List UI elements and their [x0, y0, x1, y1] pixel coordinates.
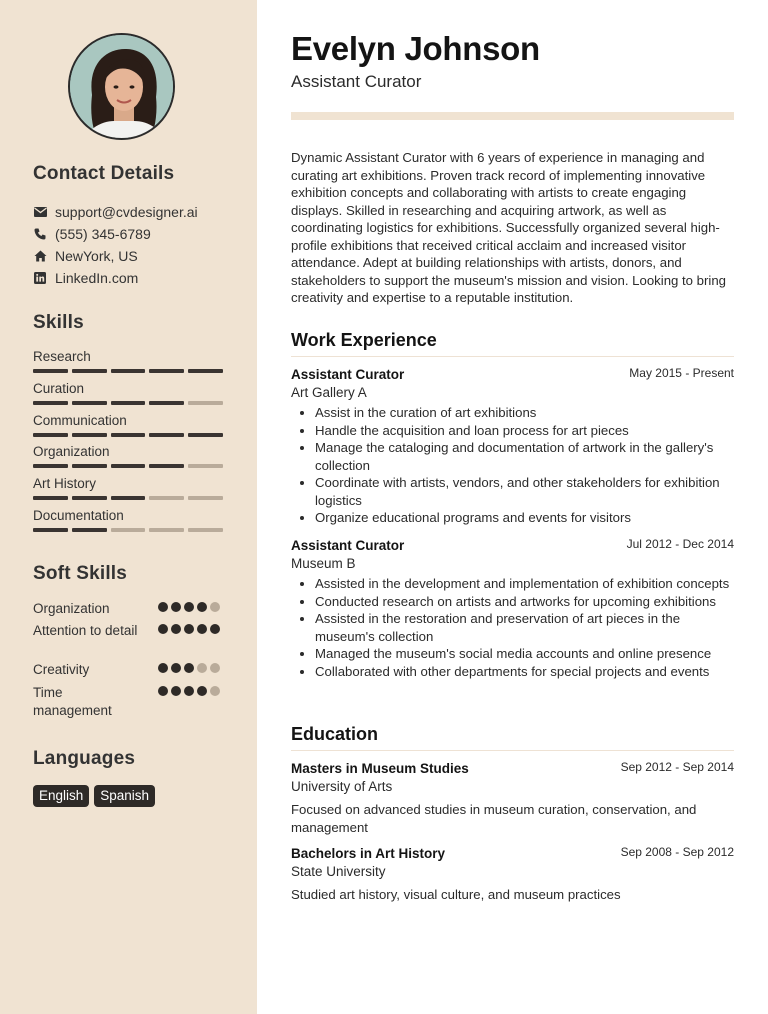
rating-dot: [184, 663, 194, 673]
rating-dot: [158, 686, 168, 696]
skill-level-bar: [33, 528, 223, 532]
contact-location-text: NewYork, US: [55, 248, 138, 264]
skill-level-segment: [111, 496, 146, 500]
job-title-header: Assistant Curator: [291, 72, 422, 91]
contact-location: [33, 246, 138, 266]
rating-dot: [210, 602, 220, 612]
skill-level-segment: [111, 464, 146, 468]
summary-text: Dynamic Assistant Curator with 6 years of experience in managing and curating art exhibitions. Proven track record of implementing innovative exhibition concepts and collaborating with artists to create engaging displays. Skilled in researching and acquiring artwork, as well as coordinating logistics for exhibitions. Successfully organized several high-profile exhibitions that received critical acclaim and increased visitor attendance. Adept at building relationships with artists, donors, and stakeholders to support the museum's mission and vision. Looking to bring creativity and expertise to a reputable institution.: [291, 150, 727, 305]
skill-name: Organization: [33, 444, 110, 459]
skill-level-bar: [33, 433, 223, 437]
contact-linkedin[interactable]: [33, 268, 138, 288]
soft-skill-name: Attention to detail: [33, 623, 138, 638]
skill-item: [33, 381, 223, 405]
skill-level-segment: [111, 369, 146, 373]
skill-level-segment: [149, 369, 184, 373]
job-bullets: [315, 404, 734, 527]
rating-dot: [158, 663, 168, 673]
skill-item: [33, 349, 223, 373]
contact-email-text: support@cvdesigner.ai: [55, 204, 198, 220]
skill-level-bar: [33, 369, 223, 373]
job-title: Assistant Curator: [291, 367, 405, 382]
skill-level-segment: [149, 528, 184, 532]
bullet-item: • Handle the acquisition and loan process for art pieces: [315, 422, 734, 440]
contact-heading: Contact Details: [33, 163, 175, 184]
skill-level-segment: [72, 528, 107, 532]
rating-dot: [158, 624, 168, 634]
soft-skill-rating: [158, 663, 220, 673]
soft-skill-rating: [158, 624, 220, 634]
bullet-item: • Conducted research on artists and artworks for upcoming exhibitions: [315, 593, 734, 611]
languages-heading: Languages: [33, 748, 136, 769]
skill-level-segment: [149, 433, 184, 437]
skill-level-segment: [33, 528, 68, 532]
soft-skill-item: [33, 661, 223, 679]
bullet-item: • Manage the cataloging and documentation of artwork in the gallery's collection: [315, 439, 734, 474]
language-badge: English: [33, 785, 89, 807]
skill-name: Documentation: [33, 508, 124, 523]
skill-level-segment: [188, 528, 223, 532]
bullet-item: • Assisted in the restoration and preservation of art pieces in the museum's collection: [315, 610, 734, 645]
education-description: Focused on advanced studies in museum curation, conservation, and management: [291, 802, 697, 835]
skill-level-bar: [33, 401, 223, 405]
skill-item: [33, 476, 223, 500]
soft-skill-item: [33, 684, 223, 720]
rating-dot: [171, 663, 181, 673]
rating-dot: [158, 602, 168, 612]
degree-title: Masters in Museum Studies: [291, 761, 469, 776]
skill-level-segment: [188, 433, 223, 437]
skill-level-segment: [72, 496, 107, 500]
soft-skill-rating: [158, 686, 220, 696]
soft-skill-name: Organization: [33, 601, 110, 616]
job-entry: [291, 366, 734, 527]
skill-name: Communication: [33, 413, 127, 428]
soft-skill-name: Creativity: [33, 662, 90, 677]
job-date: May 2015 - Present: [629, 366, 734, 380]
rating-dot: [197, 686, 207, 696]
rating-dot: [197, 624, 207, 634]
skill-item: [33, 508, 223, 532]
skill-level-segment: [33, 369, 68, 373]
section-divider: [291, 356, 734, 357]
accent-divider: [291, 112, 734, 120]
contact-email[interactable]: [33, 202, 198, 222]
bullet-item: • Assist in the curation of art exhibitions: [315, 404, 734, 422]
linkedin-icon: [33, 271, 47, 285]
contact-phone-text: (555) 345-6789: [55, 226, 151, 242]
skill-level-segment: [72, 433, 107, 437]
skill-level-segment: [72, 464, 107, 468]
school-name: State University: [291, 864, 386, 879]
education-date: Sep 2012 - Sep 2014: [620, 760, 734, 774]
job-organization: Museum B: [291, 556, 356, 571]
job-title: Assistant Curator: [291, 538, 405, 553]
skill-level-segment: [72, 401, 107, 405]
job-organization: Art Gallery A: [291, 385, 367, 400]
rating-dot: [210, 624, 220, 634]
soft-skills-heading: Soft Skills: [33, 563, 128, 584]
skill-level-segment: [188, 496, 223, 500]
job-date: Jul 2012 - Dec 2014: [626, 537, 734, 551]
languages-list: [33, 785, 155, 807]
education-heading: Education: [291, 724, 379, 744]
job-entry: [291, 537, 734, 680]
skill-level-segment: [149, 464, 184, 468]
language-badge: Spanish: [94, 785, 155, 807]
avatar: [68, 33, 175, 140]
rating-dot: [210, 663, 220, 673]
soft-skill-rating: [158, 602, 220, 612]
skill-level-segment: [33, 433, 68, 437]
bullet-item: • Coordinate with artists, vendors, and other stakeholders for exhibition logistics: [315, 474, 734, 509]
skill-level-segment: [111, 433, 146, 437]
skill-name: Curation: [33, 381, 85, 396]
rating-dot: [184, 624, 194, 634]
rating-dot: [210, 686, 220, 696]
envelope-icon: [33, 205, 47, 219]
skill-level-bar: [33, 496, 223, 500]
skill-level-segment: [188, 401, 223, 405]
skill-level-bar: [33, 464, 223, 468]
skill-item: [33, 444, 223, 468]
skill-level-segment: [33, 401, 68, 405]
skill-level-segment: [33, 496, 68, 500]
person-name: Evelyn Johnson: [291, 30, 540, 67]
education-date: Sep 2008 - Sep 2012: [620, 845, 734, 859]
sidebar: [0, 0, 257, 1014]
section-divider: [291, 750, 734, 751]
skill-name: Art History: [33, 476, 97, 491]
bullet-item: • Managed the museum's social media accounts and online presence: [315, 645, 734, 663]
education-entry: [291, 845, 734, 904]
phone-icon: [33, 227, 47, 241]
skill-level-segment: [188, 464, 223, 468]
skill-name: Research: [33, 349, 91, 364]
bullet-item: • Collaborated with other departments for special projects and events: [315, 663, 734, 681]
work-experience-heading: Work Experience: [291, 330, 437, 350]
contact-phone[interactable]: [33, 224, 151, 244]
rating-dot: [171, 602, 181, 612]
soft-skill-name: Time management: [33, 685, 112, 718]
rating-dot: [171, 624, 181, 634]
degree-title: Bachelors in Art History: [291, 846, 446, 861]
soft-skill-item: [33, 600, 223, 618]
soft-skill-item: [33, 622, 223, 640]
contact-linkedin-text: LinkedIn.com: [55, 270, 139, 286]
skill-level-segment: [111, 528, 146, 532]
rating-dot: [197, 663, 207, 673]
skill-level-segment: [188, 369, 223, 373]
skill-level-segment: [149, 401, 184, 405]
rating-dot: [171, 686, 181, 696]
education-entry: [291, 760, 734, 836]
education-description: Studied art history, visual culture, and museum practices: [291, 887, 621, 902]
skill-level-segment: [33, 464, 68, 468]
bullet-item: • Organize educational programs and events for visitors: [315, 509, 734, 527]
skill-level-segment: [72, 369, 107, 373]
main-content: [257, 0, 768, 1014]
bullet-item: • Assisted in the development and implementation of exhibition concepts: [315, 575, 734, 593]
rating-dot: [197, 602, 207, 612]
skills-heading: Skills: [33, 312, 84, 333]
home-icon: [33, 249, 47, 263]
rating-dot: [184, 602, 194, 612]
job-bullets: [315, 575, 734, 680]
skill-level-segment: [149, 496, 184, 500]
rating-dot: [184, 686, 194, 696]
skill-item: [33, 413, 223, 437]
skill-level-segment: [111, 401, 146, 405]
school-name: University of Arts: [291, 779, 393, 794]
